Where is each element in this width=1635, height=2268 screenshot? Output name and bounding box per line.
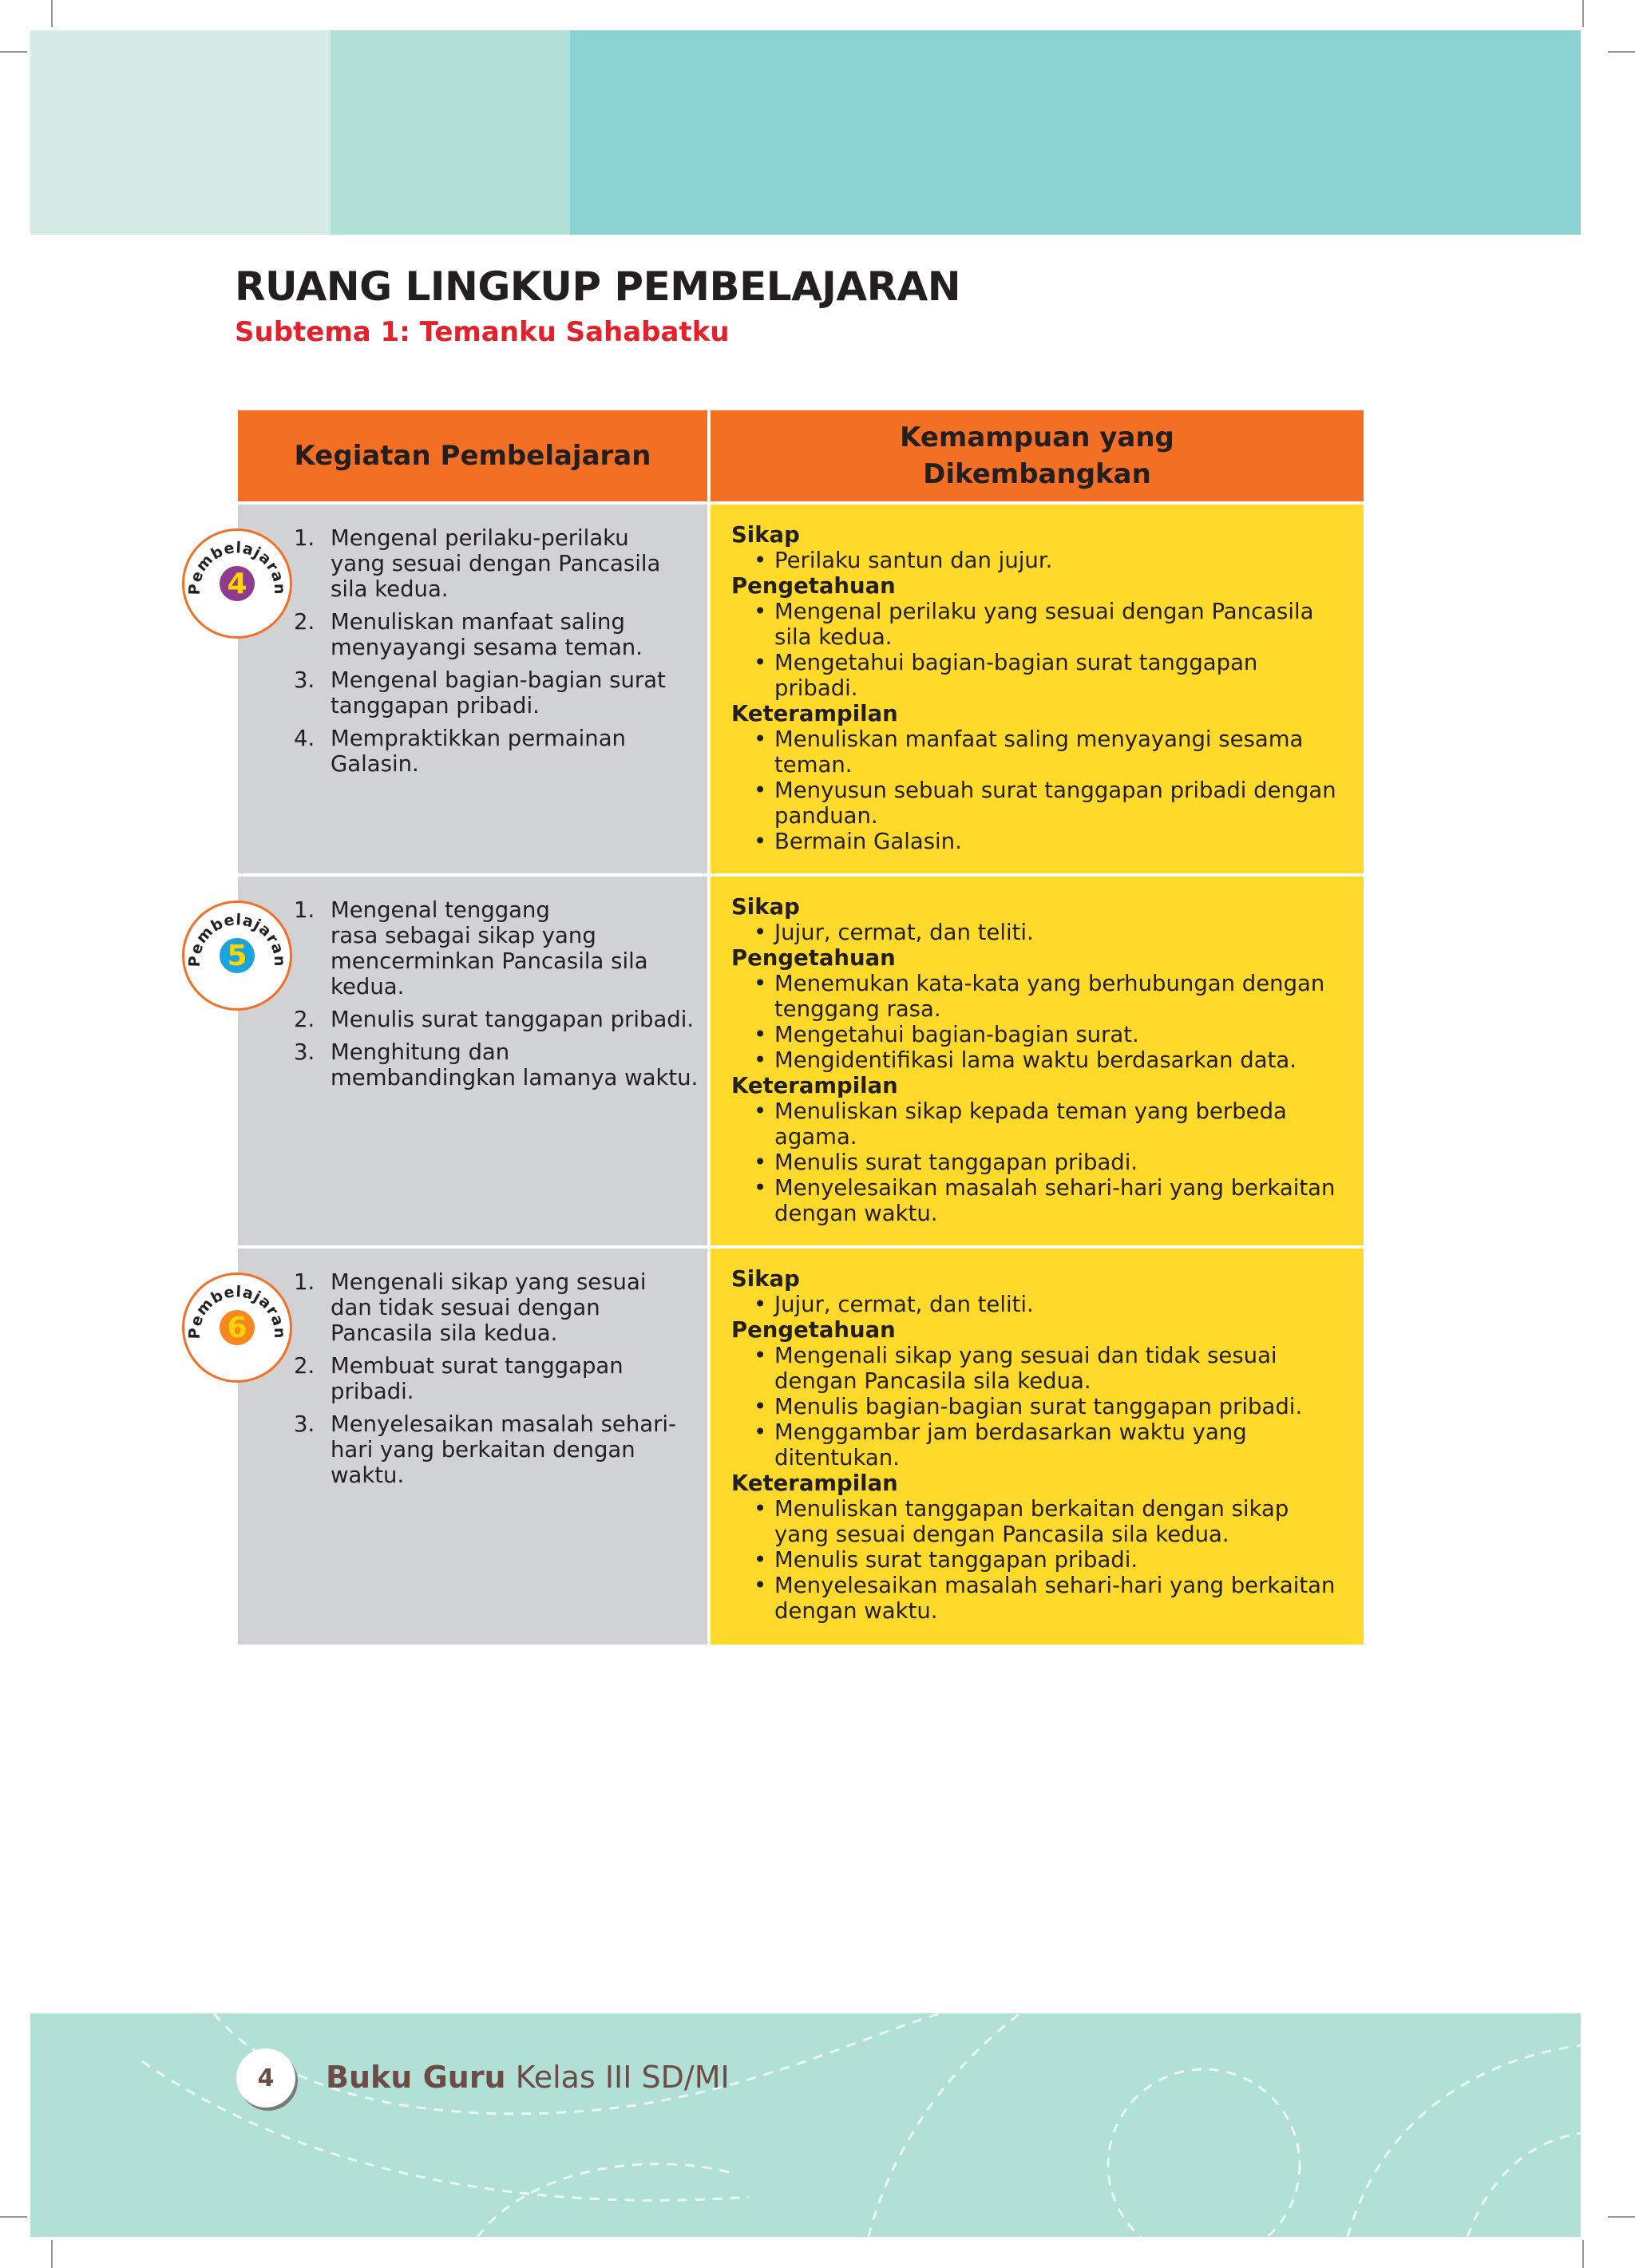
skill-line: tenggang rasa.: [774, 996, 941, 1022]
activity-item: [294, 1411, 701, 1488]
skills-list: [731, 894, 1359, 1226]
sikap-list: [731, 920, 1359, 945]
activity-line: hari yang berkaitan dengan: [331, 1437, 635, 1463]
category-sikap: Sikap: [731, 894, 800, 920]
sikap-item: [731, 920, 1359, 945]
table-header-activities-label: Kegiatan Pembelajaran: [294, 440, 651, 472]
activity-line: Mengenali sikap yang sesuai: [331, 1269, 647, 1295]
header-band-teal: [570, 30, 1581, 235]
table-header-activities: [238, 410, 707, 501]
skill-line: • Mengidentifikasi lama waktu berdasarkan data.: [774, 1047, 1297, 1073]
category-sikap: Sikap: [731, 1266, 800, 1292]
activity-line: tanggapan pribadi.: [331, 693, 540, 718]
keterampilan-list: [731, 1496, 1359, 1624]
activity-line: Mengenal bagian-bagian surat: [331, 667, 666, 693]
activity-number: 2.: [294, 1007, 315, 1032]
category-pengetahuan: Pengetahuan: [731, 573, 896, 599]
activity-line: Membuat surat tanggapan: [331, 1353, 624, 1379]
book-label-rest: Kelas III SD/MI: [505, 2060, 730, 2095]
crop-mark: [1608, 2216, 1635, 2218]
skill-line: • Menulis surat tanggapan pribadi.: [774, 1150, 1138, 1175]
sikap-item: [731, 1292, 1359, 1317]
activity-line: Menuliskan manfaat saling: [331, 609, 625, 635]
activity-line: Galasin.: [331, 751, 419, 777]
activity-item: [294, 726, 701, 777]
badge-label-path: Pembelajaran: [185, 539, 289, 596]
activity-item: [294, 1353, 701, 1404]
skill-line: dengan Pancasila sila kedua.: [774, 1368, 1091, 1394]
skill-line: • Menyelesaikan masalah sehari-hari yang berkaitan: [774, 1573, 1336, 1598]
sikap-list: [731, 1292, 1359, 1317]
activity-number: 2.: [294, 609, 315, 635]
skill-line: • Menuliskan sikap kepada teman yang berbeda: [774, 1098, 1287, 1124]
skill-line: dengan waktu.: [774, 1598, 938, 1624]
skill-line: • Menulis bagian-bagian surat tanggapan pribadi.: [774, 1394, 1303, 1419]
activity-line: rasa sebagai sikap yang: [331, 923, 596, 948]
skill-line: • Mengetahui bagian-bagian surat tanggapan: [774, 650, 1258, 675]
skill-line: • Menuliskan manfaat saling menyayangi sesama: [774, 726, 1304, 752]
skill-line: • Menemukan kata-kata yang berhubungan dengan: [774, 971, 1325, 996]
skill-line: • Menggambar jam berdasarkan waktu yang: [774, 1419, 1247, 1445]
page-title: RUANG LINGKUP PEMBELAJARAN: [235, 263, 961, 310]
skill-line: agama.: [774, 1124, 857, 1150]
activity-number: 4.: [294, 726, 315, 751]
activity-line: kedua.: [331, 974, 405, 999]
keterampilan-item: [731, 726, 1359, 778]
activity-line: dan tidak sesuai dengan: [331, 1295, 600, 1320]
skill-line: • Menulis surat tanggapan pribadi.: [774, 1547, 1138, 1573]
page-number: 4: [257, 2064, 275, 2092]
keterampilan-item: [731, 1547, 1359, 1573]
pengetahuan-item: [731, 1047, 1359, 1073]
skill-line: ditentukan.: [774, 1445, 900, 1470]
keterampilan-item: [731, 1150, 1359, 1175]
keterampilan-item: [731, 1175, 1359, 1226]
skill-line: panduan.: [774, 803, 878, 829]
activity-item: [294, 609, 701, 660]
activity-line: yang sesuai dengan Pancasila: [331, 551, 661, 576]
activity-list: [294, 525, 701, 784]
activity-line: membandingkan lamanya waktu.: [331, 1065, 699, 1090]
skill-line: • Mengenal perilaku yang sesuai dengan Pancasila: [774, 599, 1314, 624]
activity-line: pribadi.: [331, 1379, 414, 1404]
skills-list: [731, 522, 1359, 854]
skill-line: teman.: [774, 752, 853, 778]
skill-line: yang sesuai dengan Pancasila sila kedua.: [774, 1522, 1229, 1547]
activity-line: Menyelesaikan masalah sehari-: [331, 1411, 676, 1437]
skill-line: • Mengetahui bagian-bagian surat.: [774, 1022, 1139, 1047]
crop-mark: [0, 2216, 27, 2218]
sikap-item: [731, 548, 1359, 573]
activity-item: [294, 1007, 701, 1032]
activity-number: 3.: [294, 1039, 315, 1065]
category-keterampilan: Keterampilan: [731, 1073, 898, 1098]
lesson-badge: [182, 1273, 292, 1383]
activity-number: 3.: [294, 667, 315, 693]
badge-label-path: Pembelajaran: [185, 1283, 289, 1340]
crop-mark: [1582, 0, 1584, 27]
footer-band: [30, 2013, 1581, 2237]
keterampilan-item: [731, 778, 1359, 829]
skill-line: • Menyelesaikan masalah sehari-hari yang berkaitan: [774, 1175, 1336, 1201]
pengetahuan-item: [731, 650, 1359, 701]
lesson-number: 6: [220, 1310, 255, 1345]
keterampilan-item: [731, 1098, 1359, 1150]
activity-list: [294, 897, 701, 1098]
keterampilan-item: [731, 829, 1359, 854]
activity-line: Mengenal perilaku-perilaku: [331, 525, 629, 551]
pengetahuan-list: [731, 971, 1359, 1073]
activity-number: 1.: [294, 897, 315, 923]
skill-line: • Jujur, cermat, dan teliti.: [774, 1292, 1034, 1317]
pengetahuan-list: [731, 599, 1359, 701]
footer-decoration: [30, 2013, 1581, 2237]
skill-line: sila kedua.: [774, 624, 893, 650]
header-band-light: [30, 30, 331, 235]
pengetahuan-item: [731, 971, 1359, 1022]
lesson-badge: [182, 528, 292, 639]
activity-number: 1.: [294, 525, 315, 551]
crop-mark: [1582, 2240, 1584, 2268]
activity-item: [294, 1269, 701, 1346]
skill-line: dengan waktu.: [774, 1201, 938, 1226]
activity-item: [294, 1039, 701, 1090]
table-header-skills-line1: Kemampuan yang: [900, 422, 1174, 453]
category-sikap: Sikap: [731, 522, 800, 548]
badge-label-path: Pembelajaran: [185, 911, 289, 968]
book-label: [326, 2060, 730, 2095]
keterampilan-list: [731, 1098, 1359, 1226]
activity-number: 1.: [294, 1269, 315, 1295]
skill-line: • Mengenali sikap yang sesuai dan tidak sesuai: [774, 1343, 1277, 1368]
pengetahuan-item: [731, 599, 1359, 650]
keterampilan-item: [731, 1573, 1359, 1624]
crop-mark: [51, 0, 53, 27]
activity-line: Mengenal tenggang: [331, 897, 550, 923]
skill-line: • Bermain Galasin.: [774, 829, 962, 854]
activity-line: Mempraktikkan permainan: [331, 726, 626, 751]
pengetahuan-item: [731, 1394, 1359, 1419]
lesson-badge: [182, 900, 292, 1011]
crop-mark: [51, 2240, 53, 2268]
skill-line: pribadi.: [774, 675, 858, 701]
skill-line: • Perilaku santun dan jujur.: [774, 548, 1053, 573]
activity-line: mencerminkan Pancasila sila: [331, 948, 648, 974]
activity-line: sila kedua.: [331, 576, 449, 602]
skill-line: • Menyusun sebuah surat tanggapan pribadi dengan: [774, 778, 1336, 803]
activity-line: Pancasila sila kedua.: [331, 1320, 558, 1346]
pengetahuan-item: [731, 1343, 1359, 1394]
page-number-badge: [236, 2048, 295, 2108]
lesson-number: 5: [220, 938, 255, 973]
page-subtitle: Subtema 1: Temanku Sahabatku: [235, 316, 730, 348]
skills-list: [731, 1266, 1359, 1624]
pengetahuan-item: [731, 1419, 1359, 1470]
sikap-list: [731, 548, 1359, 573]
pengetahuan-item: [731, 1022, 1359, 1047]
activity-line: Menulis surat tanggapan pribadi.: [331, 1007, 695, 1032]
activity-item: [294, 525, 701, 602]
category-pengetahuan: Pengetahuan: [731, 1317, 896, 1343]
book-label-bold: Buku Guru: [326, 2060, 506, 2095]
category-keterampilan: Keterampilan: [731, 701, 898, 726]
crop-mark: [0, 51, 27, 53]
activity-list: [294, 1269, 701, 1495]
header-band-mint: [331, 30, 570, 235]
activity-number: 2.: [294, 1353, 315, 1379]
activity-item: [294, 667, 701, 718]
crop-mark: [1608, 51, 1635, 53]
activity-item: [294, 897, 701, 999]
activity-line: Menghitung dan: [331, 1039, 510, 1065]
activity-line: menyayangi sesama teman.: [331, 635, 643, 660]
keterampilan-list: [731, 726, 1359, 854]
skill-line: • Menuliskan tanggapan berkaitan dengan sikap: [774, 1496, 1289, 1522]
table-header-skills-line2: Dikembangkan: [923, 458, 1151, 490]
lesson-number: 4: [220, 566, 255, 601]
keterampilan-item: [731, 1496, 1359, 1547]
category-keterampilan: Keterampilan: [731, 1470, 898, 1496]
activity-line: waktu.: [331, 1463, 405, 1488]
activity-number: 3.: [294, 1411, 315, 1437]
skill-line: • Jujur, cermat, dan teliti.: [774, 920, 1034, 945]
pengetahuan-list: [731, 1343, 1359, 1470]
category-pengetahuan: Pengetahuan: [731, 945, 896, 971]
table-header-skills: [711, 410, 1364, 501]
